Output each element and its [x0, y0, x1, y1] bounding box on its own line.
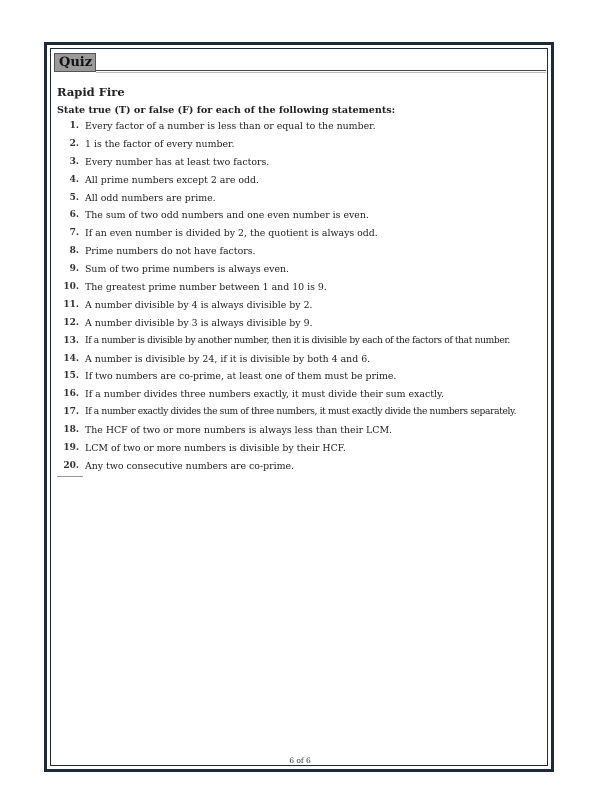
statement-text: A number divisible by 4 is always divisible by 2.	[85, 299, 313, 311]
statement-text: All odd numbers are prime.	[85, 192, 216, 204]
statement-item	[57, 263, 549, 281]
statement-number: 12.	[63, 317, 79, 328]
statement-list	[57, 120, 549, 478]
statement-item	[57, 209, 549, 227]
statement-text: The sum of two odd numbers and one even number is even.	[85, 210, 369, 222]
statement-number: 1.	[69, 121, 79, 131]
statement-item	[57, 370, 549, 388]
statement-number: 13.	[63, 335, 79, 346]
statement-item	[57, 353, 549, 371]
statement-text: If a number is divisible by another number, then it is divisible by each of the factors of that number.	[85, 335, 510, 346]
statement-item	[57, 120, 549, 138]
statement-number: 4.	[69, 174, 79, 185]
statement-number: 7.	[69, 228, 79, 239]
statement-item	[57, 174, 549, 192]
statement-text: Any two consecutive numbers are co-prime.	[85, 460, 295, 472]
statement-item	[57, 299, 549, 317]
statement-item	[57, 317, 549, 335]
statement-item	[57, 281, 549, 299]
statement-number: 6.	[69, 210, 79, 221]
statement-number: 3.	[69, 156, 79, 167]
statement-text: The greatest prime number between 1 and 10 is 9.	[85, 282, 327, 294]
statement-text: Every factor of a number is less than or equal to the number.	[85, 121, 376, 132]
quiz-header	[54, 53, 546, 73]
statement-text: If a number exactly divides the sum of three numbers, it must exactly divide the numbers separately.	[85, 407, 517, 418]
instruction-text: State true (T) or false (F) for each of the following statements:	[57, 105, 396, 116]
statement-item	[57, 442, 549, 460]
section-title: Rapid Fire	[57, 85, 125, 99]
statement-text: 1 is the factor of every number.	[85, 138, 235, 150]
statement-item	[57, 388, 549, 406]
statement-item	[57, 460, 549, 478]
statement-number: 14.	[63, 353, 79, 364]
statement-text: Every number has at least two factors.	[85, 156, 270, 168]
statement-text: A number is divisible by 24, if it is divisible by both 4 and 6.	[85, 353, 371, 365]
statement-item	[57, 424, 549, 442]
statement-number: 20.	[63, 460, 79, 471]
statement-number: 16.	[63, 389, 79, 400]
quiz-tag: Quiz	[54, 53, 96, 72]
page-number: 6 of 6	[289, 756, 311, 765]
statement-number: 17.	[63, 407, 79, 418]
statement-text: A number divisible by 3 is always divisible by 9.	[85, 317, 313, 329]
statement-number: 19.	[63, 443, 79, 454]
statement-number: 15.	[63, 371, 79, 382]
end-rule	[57, 476, 83, 477]
statement-text: If an even number is divided by 2, the quotient is always odd.	[85, 228, 378, 240]
statement-item	[57, 138, 549, 156]
statement-text: All prime numbers except 2 are odd.	[85, 174, 259, 186]
statement-item	[57, 227, 549, 245]
statement-number: 18.	[63, 425, 79, 436]
statement-number: 8.	[69, 246, 79, 257]
quiz-header-rule-shadow	[96, 72, 546, 73]
quiz-header-rule	[96, 70, 546, 71]
statement-item	[57, 192, 549, 210]
statement-number: 5.	[69, 192, 79, 203]
statement-item	[57, 335, 549, 353]
statement-text: If two numbers are co-prime, at least one of them must be prime.	[85, 371, 397, 383]
statement-text: LCM of two or more numbers is divisible by their HCF.	[85, 443, 346, 455]
statement-item	[57, 156, 549, 174]
statement-text: The HCF of two or more numbers is always less than their LCM.	[85, 425, 393, 437]
statement-item	[57, 406, 549, 424]
statement-text: If a number divides three numbers exactly, it must divide their sum exactly.	[85, 389, 444, 401]
statement-number: 11.	[63, 299, 79, 310]
statement-number: 9.	[69, 264, 79, 275]
statement-text: Prime numbers do not have factors.	[85, 246, 256, 258]
statement-number: 2.	[69, 138, 79, 149]
statement-text: Sum of two prime numbers is always even.	[85, 264, 290, 276]
statement-number: 10.	[63, 282, 79, 293]
statement-item	[57, 245, 549, 263]
